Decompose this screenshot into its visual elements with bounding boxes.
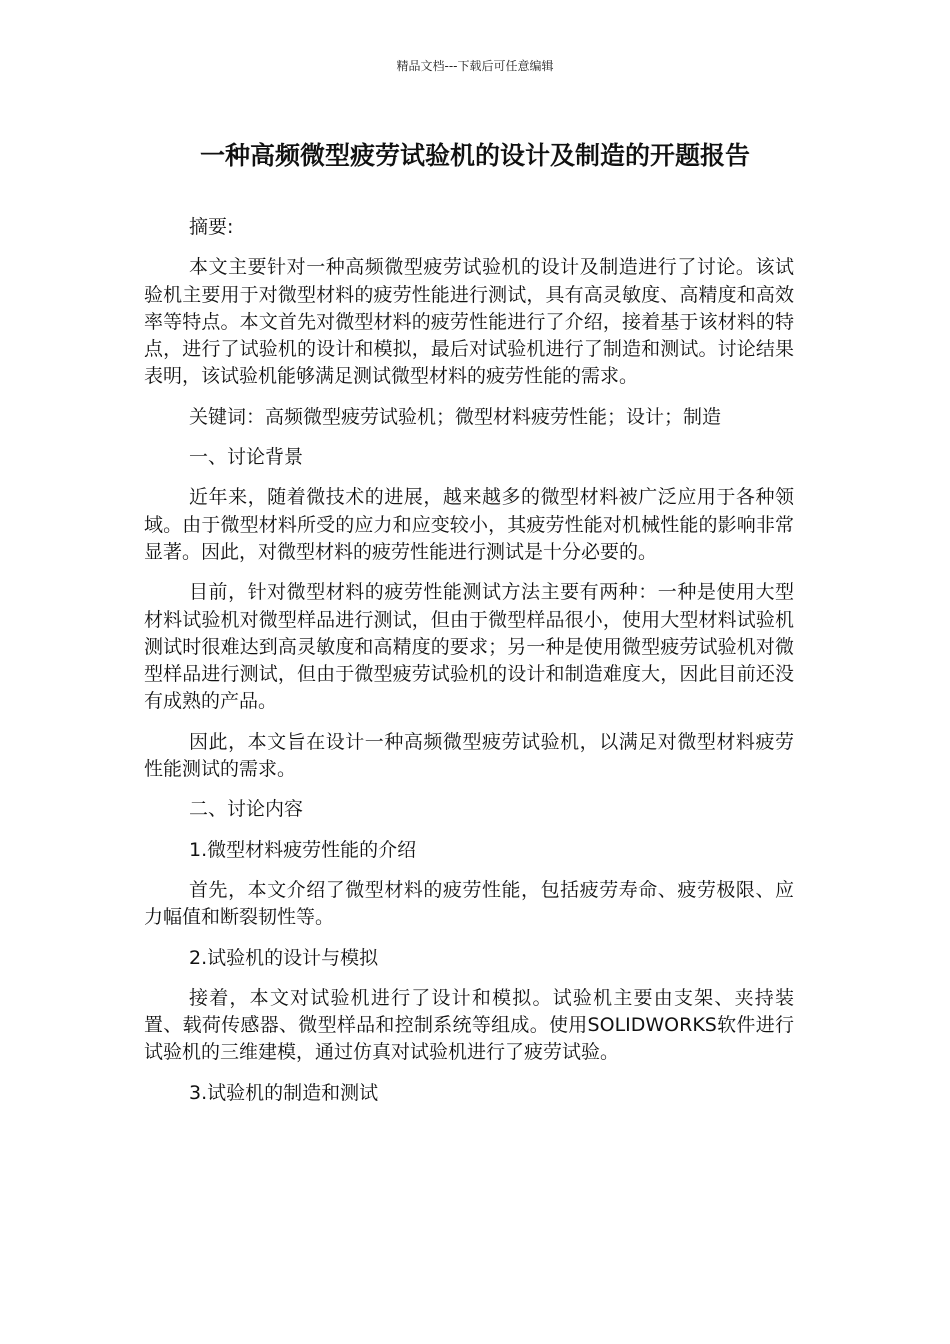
subsection-heading: 3.试验机的制造和测试 — [189, 1081, 379, 1104]
subsection-heading: 1.微型材料疲劳性能的介绍 — [189, 838, 417, 861]
body-paragraph: 目前，针对微型材料的疲劳性能测试方法主要有两种：一种是使用大型材料试验机对微型样品进行测试，但由于微型样品很小，使用大型材料试验机测试时很难达到高灵敏度和高精度的要求；另一种是使用微型疲劳试验机对微型样品进行测试，但由于微型疲劳试验机的设计和制造难度大，因此目前还没有成熟的产品。 — [144, 581, 794, 713]
keywords-paragraph: 关键词：高频微型疲劳试验机；微型材料疲劳性能；设计；制造 — [189, 405, 722, 428]
document-title: 一种高频微型疲劳试验机的设计及制造的开题报告 — [199, 141, 750, 170]
abstract-heading: 摘要: — [189, 216, 234, 238]
page-header: 精品文档---下载后可任意编辑 — [396, 59, 554, 73]
section-heading-content: 二、讨论内容 — [189, 798, 304, 821]
body-paragraph: 近年来，随着微技术的进展，越来越多的微型材料被广泛应用于各种领域。由于微型材料所受的应力和应变较小，其疲劳性能对机械性能的影响非常显著。因此，对微型材料的疲劳性能进行测试是十分必要的。 — [144, 486, 794, 563]
body-paragraph: 接着，本文对试验机进行了设计和模拟。试验机主要由支架、夹持装置、载荷传感器、微型样品和控制系统等组成。使用SOLIDWORKS软件进行试验机的三维建模，通过仿真对试验机进行了疲劳试验。 — [144, 986, 794, 1064]
body-paragraph: 因此，本文旨在设计一种高频微型疲劳试验机，以满足对微型材料疲劳性能测试的需求。 — [144, 730, 794, 781]
document-body — [144, 214, 794, 1120]
subsection-heading: 2.试验机的设计与模拟 — [189, 946, 379, 969]
abstract-paragraph: 本文主要针对一种高频微型疲劳试验机的设计及制造进行了讨论。该试验机主要用于对微型材料的疲劳性能进行测试，具有高灵敏度、高精度和高效率等特点。本文首先对微型材料的疲劳性能进行了介绍，接着基于该材料的特点，进行了试验机的设计和模拟，最后对试验机进行了制造和测试。讨论结果表明，该试验机能够满足测试微型材料的疲劳性能的需求。 — [144, 256, 794, 388]
section-heading-background: 一、讨论背景 — [189, 446, 304, 469]
body-paragraph: 首先，本文介绍了微型材料的疲劳性能，包括疲劳寿命、疲劳极限、应力幅值和断裂韧性等。 — [144, 878, 794, 929]
